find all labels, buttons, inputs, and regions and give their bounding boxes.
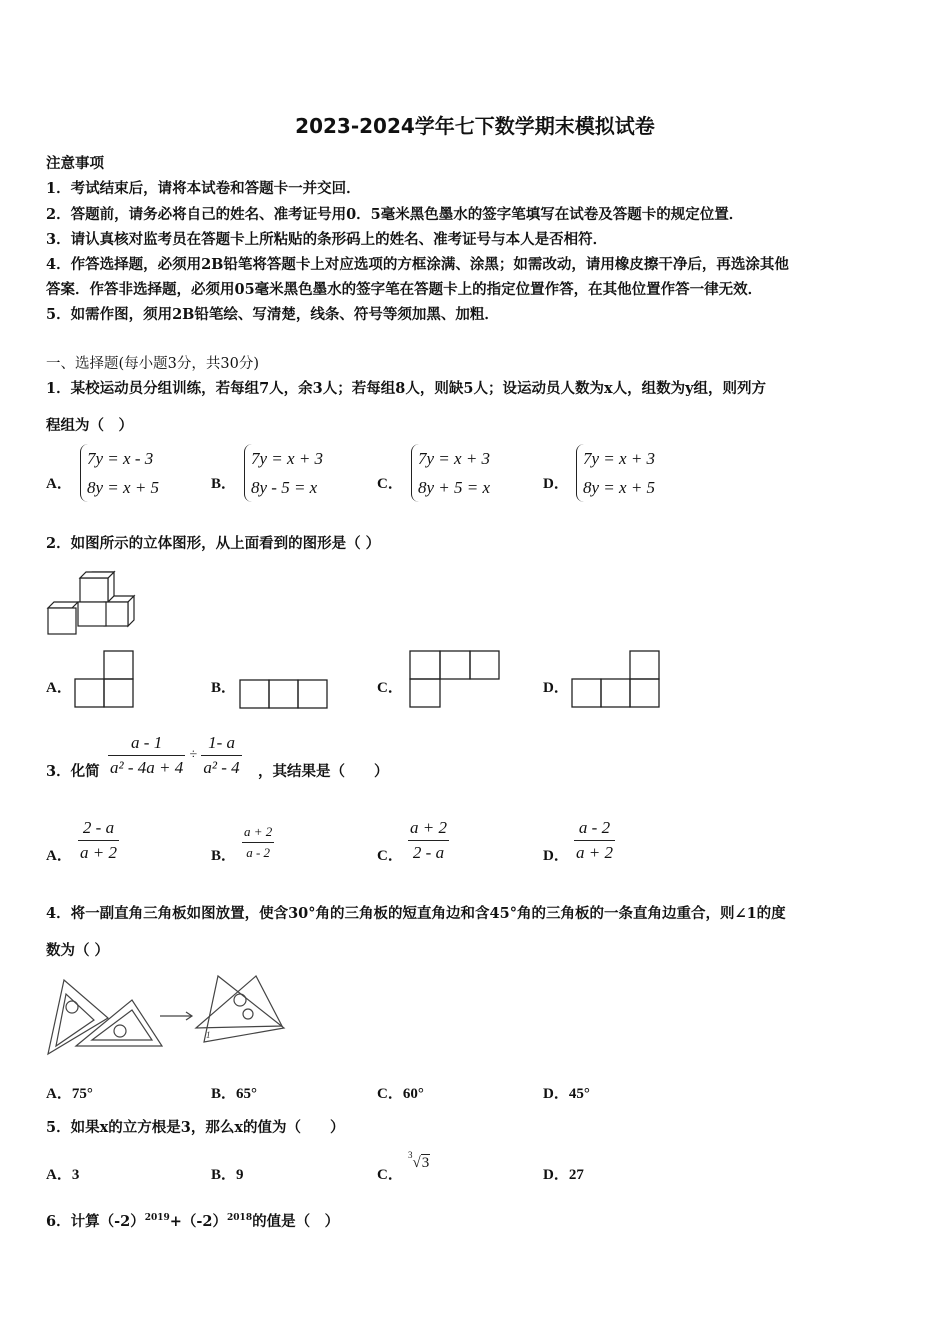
q1-stem: 1．某校运动员分组训练，若每组7人，余3人；若每组8人，则缺5人；设运动员人数为x人，组数为y组，则列方 [46,380,767,397]
q3-expression: $\frac{a - 1}{\text{a² - 4a + 4}}$ ÷ $\frac{1- a}{\text{a² - 4}}$ [110,733,240,777]
q4-stem: 4．将一副直角三角板如图放置，使含30°角的三角板的短直角边和含45°角的三角板的一条直角边重合，则∠1的度 [46,905,786,922]
q3-option-label: B． [211,848,237,864]
q5-option-c: C． [377,1167,403,1183]
q1-option-label: A． [46,476,72,492]
q2-option-d-figure [571,650,661,708]
q3-stem-prefix: 3．化简 [46,763,100,780]
q3-option-label: D． [543,848,569,864]
q1-stem: 程组为（ ） [46,417,133,434]
q1-option-c: 7y = x + 3 8y + 5 = x [411,444,490,502]
angle-label: 1 [206,1030,211,1040]
q1-option-d: 7y = x + 3 8y = x + 5 [576,444,655,502]
q2-solid-figure [44,566,140,638]
q3-option-c: $\frac{a + 2}{2 - a}$ [410,818,447,862]
q2-option-a-figure [74,650,134,708]
q4-triangle-figure [44,972,294,1062]
q5-option-a: A．3 [46,1167,80,1183]
q4-option-b: B．65° [211,1086,258,1102]
q1-option-a: 7y = x - 3 8y = x + 5 [80,444,159,502]
q5-cube-root: $^3$√3 [408,1150,430,1171]
q3-option-label: C． [377,848,403,864]
q3-stem-suffix: ，其结果是（ ） [258,763,389,780]
q1-option-label: C． [377,476,403,492]
q3-option-label: A． [46,848,72,864]
q4-option-d: D．45° [543,1086,590,1102]
note-item: 2．答题前，请务必将自己的姓名、准考证号用0．5毫米黑色墨水的签字笔填写在试卷及答题卡的规定位置． [46,206,744,223]
q4-stem: 数为（ ） [46,942,110,959]
note-item: 3．请认真核对监考员在答题卡上所粘贴的条形码上的姓名、准考证号与本人是否相符． [46,231,608,248]
q5-stem: 5．如果x的立方根是3，那么x的值为（ ） [46,1119,345,1136]
q2-stem: 2．如图所示的立体图形，从上面看到的图形是（ ） [46,535,381,552]
section-heading: 一、选择题(每小题3分，共30分) [46,356,259,372]
q3-option-a: $\frac{2 - a}{a + 2}$ [80,818,117,862]
notes-heading: 注意事项 [46,155,104,172]
q2-option-label: A． [46,680,72,696]
q5-option-b: B．9 [211,1167,244,1183]
q2-option-label: C． [377,680,403,696]
q1-option-label: B． [211,476,237,492]
q2-option-c-figure [409,650,500,708]
q4-option-a: A．75° [46,1086,93,1102]
note-item: 答案．作答非选择题，必须用05毫米黑色墨水的签字笔在答题卡上的指定位置作答，在其他位置作答一律无效． [46,281,763,298]
q5-option-d: D．27 [543,1167,584,1183]
page-title: 2023-2024学年七下数学期末模拟试卷 [295,114,655,138]
q3-option-b: $\frac{a + 2}{a - 2}$ [244,824,273,860]
note-item: 1．考试结束后，请将本试卷和答题卡一并交回． [46,180,361,197]
q2-option-label: B． [211,680,237,696]
q1-option-label: D． [543,476,569,492]
q3-option-d: $\frac{a - 2}{a + 2}$ [576,818,613,862]
q4-option-c: C．60° [377,1086,424,1102]
q2-option-b-figure [239,679,328,709]
q1-option-b: 7y = x + 3 8y - 5 = x [244,444,323,502]
note-item: 5．如需作图，须用2B铅笔绘、写清楚，线条、符号等须加黑、加粗． [46,306,499,323]
q6-stem: 6．计算$(-2)^{2019}+(-2)^{2018}$的值是（ ） [46,1213,340,1230]
note-item: 4．作答选择题，必须用2B铅笔将答题卡上对应选项的方框涂满、涂黑；如需改动，请用橡皮擦干净后，再选涂其他 [46,256,789,273]
q2-option-label: D． [543,680,569,696]
